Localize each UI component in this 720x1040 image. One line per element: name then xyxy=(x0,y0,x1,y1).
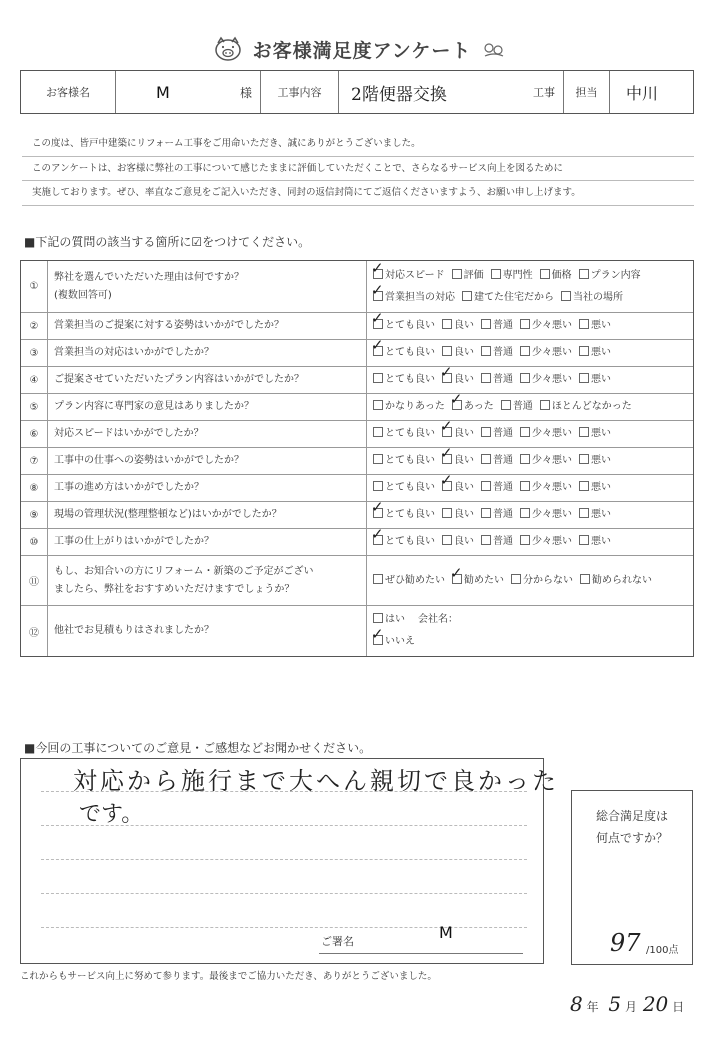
signature-label: ご署名 xyxy=(321,935,354,948)
options-line xyxy=(373,444,693,472)
question-text: 営業担当のご提案に対する姿勢はいかがでしたか？ xyxy=(54,320,284,331)
checkbox-icon[interactable] xyxy=(501,400,511,410)
checkbox-option[interactable] xyxy=(501,396,533,418)
checkbox-icon[interactable] xyxy=(462,291,472,301)
date-day-label: 日 xyxy=(672,1000,685,1014)
checkbox-icon[interactable] xyxy=(579,481,589,491)
checkbox-option[interactable] xyxy=(442,315,474,337)
option-label: 少々悪い xyxy=(532,428,572,439)
checkbox-option[interactable] xyxy=(371,258,445,287)
option-label: 普通 xyxy=(493,455,513,466)
checkbox-icon[interactable] xyxy=(579,269,589,279)
footer-text: これからもサービス向上に努めて参ります。最後までご協力いただき、ありがとうございました。 xyxy=(20,971,437,982)
checkbox-icon[interactable] xyxy=(579,508,589,518)
question-text: プラン内容に専門家の意見はありましたか？ xyxy=(54,401,254,412)
checkbox-option[interactable] xyxy=(520,477,572,499)
question-number: ⑦ xyxy=(21,448,48,474)
options-line xyxy=(373,563,693,592)
checkbox-option[interactable] xyxy=(442,504,474,526)
intro-text xyxy=(22,132,694,206)
option-label: 少々悪い xyxy=(532,536,572,547)
date-month: 5 xyxy=(608,992,622,1016)
question-text-cell xyxy=(48,606,367,656)
checkbox-icon[interactable] xyxy=(481,346,491,356)
checkbox-icon[interactable] xyxy=(520,481,530,491)
options-line xyxy=(373,390,693,418)
checkbox-icon[interactable] xyxy=(579,346,589,356)
question-row xyxy=(21,471,693,502)
check-mark-icon: ✓ xyxy=(449,390,463,408)
option-label: 良い xyxy=(454,455,474,466)
checkbox-option[interactable] xyxy=(579,450,611,472)
option-label: あった xyxy=(463,401,494,412)
checkbox-icon[interactable] xyxy=(481,508,491,518)
option-label: 悪い xyxy=(591,482,611,493)
intro-line: 実施しております。ぜひ、率直なご意見をご記入いただき、同封の返信封筒にてご返信くださいますよう、お願い申し上げます。 xyxy=(22,181,694,206)
date-year-label: 年 xyxy=(586,1000,599,1014)
options-cell xyxy=(367,498,693,528)
question-number: ② xyxy=(21,313,48,339)
options-cell xyxy=(367,417,693,447)
checkbox-option[interactable] xyxy=(520,315,572,337)
checkbox-option[interactable] xyxy=(373,450,435,472)
score-suffix: /100点 xyxy=(646,945,679,956)
check-mark-icon: ✓ xyxy=(371,280,384,299)
question-row xyxy=(21,336,693,367)
option-label: プラン内容 xyxy=(590,269,641,281)
question-number: ④ xyxy=(21,367,48,393)
options-line xyxy=(373,363,693,391)
question-text-cell xyxy=(48,421,367,447)
checkbox-icon[interactable] xyxy=(491,269,501,279)
checkbox-icon[interactable] xyxy=(442,508,452,518)
checkbox-option[interactable] xyxy=(540,396,632,418)
checkbox-icon[interactable] xyxy=(520,373,530,383)
checkbox-icon[interactable] xyxy=(481,373,491,383)
option-label: 悪い xyxy=(591,374,611,385)
options-cell xyxy=(367,525,693,555)
options-cell xyxy=(367,363,693,393)
options-cell xyxy=(367,606,693,656)
checkbox-option[interactable] xyxy=(579,423,611,445)
options-cell xyxy=(367,444,693,474)
question-row xyxy=(21,417,693,448)
option-label: 勧めたい xyxy=(464,574,504,586)
signature-value: M xyxy=(439,923,453,942)
checkbox-icon[interactable] xyxy=(579,454,589,464)
customer-label: お客様名 xyxy=(21,71,116,113)
question-text: 工事中の仕事への姿勢はいかがでしたか？ xyxy=(54,455,244,466)
check-mark-icon: ✓ xyxy=(440,444,453,462)
option-label: とても良い xyxy=(385,482,435,493)
question-row xyxy=(21,390,693,421)
option-label: 対応スピード xyxy=(385,269,445,281)
options-line xyxy=(371,258,693,287)
date-day: 20 xyxy=(642,992,669,1016)
ruled-line xyxy=(41,927,527,928)
check-mark-icon: ✓ xyxy=(450,563,463,582)
title-row xyxy=(0,32,720,66)
question-row xyxy=(21,556,693,606)
check-mark-icon: ✓ xyxy=(371,498,384,516)
option-label: 専門性 xyxy=(502,269,533,281)
checkbox-icon[interactable] xyxy=(481,319,491,329)
checkbox-icon[interactable] xyxy=(452,269,462,279)
option-label: 悪い xyxy=(591,428,611,439)
comment-line-1: 対応から施行まで大へん親切で良かった xyxy=(73,767,559,795)
option-label: 悪い xyxy=(591,536,611,547)
checkbox-option[interactable] xyxy=(520,504,572,526)
checkbox-option[interactable] xyxy=(579,504,611,526)
staff-name-cell xyxy=(610,71,693,113)
check-mark-icon: ✓ xyxy=(440,417,453,435)
questions-heading: ■下記の質問の該当する箇所に☑をつけてください。 xyxy=(24,235,311,249)
checkbox-icon[interactable] xyxy=(442,346,452,356)
option-label: 評価 xyxy=(463,269,484,281)
checkbox-option[interactable] xyxy=(579,477,611,499)
checkbox-option[interactable] xyxy=(481,315,513,337)
option-label: 悪い xyxy=(591,455,611,466)
option-label: 良い xyxy=(454,482,474,493)
option-label: 悪い xyxy=(591,320,611,331)
option-label: 建てた住宅だから xyxy=(474,291,554,303)
checkbox-icon[interactable] xyxy=(579,373,589,383)
intro-line: このアンケートは、お客様に弊社の工事について感じたままに評価していただくことで、さらなるサービス向上を図るために xyxy=(22,157,694,182)
options-cell xyxy=(367,471,693,501)
score-label-1: 総合満足度は xyxy=(595,809,668,823)
option-label: いいえ xyxy=(385,636,415,647)
checkbox-option[interactable] xyxy=(373,369,435,391)
option-label: 悪い xyxy=(591,509,611,520)
ruled-line xyxy=(41,859,527,860)
question-number: ⑫ xyxy=(21,606,48,656)
checkbox-option[interactable] xyxy=(371,336,435,364)
checkbox-option[interactable] xyxy=(452,265,484,287)
checkbox-option[interactable] xyxy=(579,342,611,364)
options-line xyxy=(373,471,693,499)
option-label: はい xyxy=(385,614,405,625)
ruled-line xyxy=(41,893,527,894)
question-text: 工事の仕上がりはいかがでしたか？ xyxy=(54,536,214,547)
checkbox-option[interactable] xyxy=(520,342,572,364)
checkbox-option[interactable] xyxy=(373,423,435,445)
checkbox-icon[interactable] xyxy=(520,346,530,356)
option-label: 勧められない xyxy=(592,574,652,586)
check-mark-icon: ✓ xyxy=(371,258,384,277)
checkbox-icon[interactable] xyxy=(580,574,590,584)
staff-name: 中川 xyxy=(626,83,659,103)
question-row xyxy=(21,498,693,529)
question-text: (複数回答可) xyxy=(54,289,112,301)
question-text: ましたら、弊社をおすすめいただけますでしょうか？ xyxy=(54,583,295,595)
work-content: 2階便器交換 xyxy=(351,84,447,105)
option-label: とても良い xyxy=(385,509,435,520)
option-label: とても良い xyxy=(385,374,435,385)
checkbox-icon[interactable] xyxy=(481,454,491,464)
options-cell xyxy=(367,336,693,366)
option-label: 営業担当の対応 xyxy=(385,291,455,303)
question-text-cell xyxy=(48,556,367,605)
options-line xyxy=(373,609,693,631)
checkbox-option[interactable] xyxy=(579,531,611,553)
option-label: 少々悪い xyxy=(532,509,572,520)
options-line xyxy=(371,525,693,553)
option-label: とても良い xyxy=(385,536,435,547)
checkbox-icon[interactable] xyxy=(520,535,530,545)
question-text-cell xyxy=(48,448,367,474)
page-title: お客様満足度アンケート xyxy=(252,39,472,62)
option-label: 良い xyxy=(454,347,474,358)
option-label: 良い xyxy=(454,536,474,547)
question-text-cell xyxy=(48,475,367,501)
question-text: 工事の進め方はいかがでしたか？ xyxy=(54,482,204,493)
options-line xyxy=(373,417,693,445)
checkbox-icon[interactable] xyxy=(373,400,383,410)
check-mark-icon: ✓ xyxy=(371,525,384,543)
checkbox-icon[interactable] xyxy=(511,574,521,584)
checkbox-option[interactable] xyxy=(481,423,513,445)
signature-line xyxy=(319,953,523,954)
check-mark-icon: ✓ xyxy=(440,471,453,489)
checkbox-option[interactable] xyxy=(540,265,572,287)
checkbox-option[interactable] xyxy=(371,280,455,309)
options-cell xyxy=(367,390,693,420)
checkbox-icon[interactable] xyxy=(520,427,530,437)
date-year: 8 xyxy=(570,992,583,1016)
option-label: 普通 xyxy=(493,320,513,331)
checkbox-option[interactable] xyxy=(450,563,504,592)
question-number: ⑥ xyxy=(21,421,48,447)
checkbox-icon[interactable] xyxy=(579,319,589,329)
options-line xyxy=(371,280,693,309)
customer-name: M xyxy=(156,82,170,102)
option-label: 普通 xyxy=(493,374,513,385)
checkbox-option[interactable] xyxy=(481,477,513,499)
checkbox-option[interactable] xyxy=(520,423,572,445)
work-content-cell xyxy=(339,71,564,113)
checkbox-icon[interactable] xyxy=(481,481,491,491)
question-text-cell xyxy=(48,367,367,393)
checkbox-option[interactable] xyxy=(442,531,474,553)
checkbox-option[interactable] xyxy=(520,531,572,553)
checkbox-option[interactable] xyxy=(520,450,572,472)
checkbox-icon[interactable] xyxy=(579,535,589,545)
options-line xyxy=(371,309,693,337)
checkbox-option[interactable] xyxy=(449,390,494,418)
question-row xyxy=(21,258,693,313)
score-label-2: 何点ですか？ xyxy=(595,831,668,845)
checkbox-option[interactable] xyxy=(491,265,533,287)
checkbox-option[interactable] xyxy=(373,396,445,418)
checkbox-icon[interactable] xyxy=(442,319,452,329)
question-text-cell xyxy=(48,313,367,339)
options-line xyxy=(371,625,693,653)
question-number: ⑨ xyxy=(21,502,48,528)
option-label: 当社の場所 xyxy=(573,291,623,303)
checkbox-icon[interactable] xyxy=(481,427,491,437)
question-row xyxy=(21,525,693,556)
checkbox-icon[interactable] xyxy=(540,400,550,410)
checkbox-option[interactable] xyxy=(511,570,573,592)
questions-table xyxy=(20,260,694,657)
options-cell xyxy=(367,258,693,312)
option-label: とても良い xyxy=(385,455,435,466)
option-label: 普通 xyxy=(512,401,533,412)
check-mark-icon: ✓ xyxy=(371,336,384,354)
check-mark-icon: ✓ xyxy=(371,625,384,643)
option-label: 少々悪い xyxy=(532,455,572,466)
checkbox-icon[interactable] xyxy=(520,454,530,464)
option-label: 良い xyxy=(454,374,474,385)
options-cell xyxy=(367,309,693,339)
question-number: ⑤ xyxy=(21,394,48,420)
question-text: 営業担当の対応はいかがでしたか？ xyxy=(54,347,214,358)
question-number: ⑩ xyxy=(21,529,48,555)
check-mark-icon: ✓ xyxy=(440,363,453,381)
option-label: 少々悪い xyxy=(532,347,572,358)
question-text-cell xyxy=(48,394,367,420)
checkbox-option[interactable] xyxy=(580,570,652,592)
option-label: 少々悪い xyxy=(532,320,572,331)
intro-line: この度は、皆戸中建築にリフォーム工事をご用命いただき、誠にありがとうございました。 xyxy=(22,132,694,157)
question-text-cell xyxy=(48,529,367,555)
option-label: とても良い xyxy=(385,320,435,331)
checkbox-option[interactable] xyxy=(579,265,641,287)
checkbox-option[interactable] xyxy=(481,504,513,526)
option-label: 普通 xyxy=(493,428,513,439)
question-row xyxy=(21,444,693,475)
options-line xyxy=(371,498,693,526)
option-label: とても良い xyxy=(385,347,435,358)
comment-line-2: です。 xyxy=(79,802,144,827)
checkbox-option[interactable] xyxy=(561,287,623,309)
checkbox-icon[interactable] xyxy=(442,535,452,545)
checkbox-option[interactable] xyxy=(579,315,611,337)
check-mark-icon: ✓ xyxy=(371,309,384,327)
checkbox-option[interactable] xyxy=(579,369,611,391)
option-label: 良い xyxy=(454,428,474,439)
checkbox-icon[interactable] xyxy=(373,454,383,464)
question-number: ① xyxy=(21,261,48,312)
comments-heading: ■今回の工事についてのご意見・ご感想などお聞かせください。 xyxy=(24,741,372,755)
question-text: 対応スピードはいかがでしたか？ xyxy=(54,428,204,439)
option-label: ぜひ勧めたい xyxy=(385,574,445,586)
option-label: 良い xyxy=(454,509,474,520)
question-text: ご提案させていただいたプラン内容はいかがでしたか？ xyxy=(54,374,304,385)
checkbox-option[interactable] xyxy=(462,287,554,309)
checkbox-icon[interactable] xyxy=(373,373,383,383)
checkbox-icon[interactable] xyxy=(520,508,530,518)
checkbox-option[interactable] xyxy=(481,342,513,364)
score-value: 97 xyxy=(610,929,641,957)
question-text-cell xyxy=(48,261,367,312)
option-label: とても良い xyxy=(385,428,435,439)
option-label: 悪い xyxy=(591,347,611,358)
checkbox-icon[interactable] xyxy=(373,613,383,623)
customer-name-cell xyxy=(116,71,261,113)
question-text: 現場の管理状況(整理整頓など)はいかがでしたか？ xyxy=(54,509,282,520)
checkbox-icon[interactable] xyxy=(481,535,491,545)
checkbox-option[interactable] xyxy=(481,450,513,472)
comments-box xyxy=(20,758,559,964)
option-label: 分からない xyxy=(523,574,573,586)
options-line xyxy=(371,336,693,364)
option-label: 普通 xyxy=(493,482,513,493)
date-month-label: 月 xyxy=(624,1000,637,1014)
option-label: 普通 xyxy=(493,509,513,520)
option-label: 価格 xyxy=(551,269,572,281)
pig-logo-icon xyxy=(213,36,243,62)
option-label: かなりあった xyxy=(385,401,445,412)
question-row xyxy=(21,309,693,340)
work-suffix: 工事 xyxy=(533,86,555,99)
checkbox-option[interactable] xyxy=(373,570,445,592)
checkbox-option xyxy=(418,609,458,631)
question-text-cell xyxy=(48,340,367,366)
question-row xyxy=(21,363,693,394)
question-text: 他社でお見積もりはされましたか？ xyxy=(54,625,214,636)
checkbox-icon[interactable] xyxy=(579,427,589,437)
question-text-cell xyxy=(48,502,367,528)
question-text: 弊社を選んでいただいた理由は何ですか？ xyxy=(54,271,244,283)
date xyxy=(570,992,684,1016)
customer-info-row xyxy=(20,70,694,114)
checkbox-icon[interactable] xyxy=(540,269,550,279)
options-cell xyxy=(367,556,693,605)
question-text: もし、お知合いの方にリフォーム・新築のご予定がござい xyxy=(54,565,314,577)
checkbox-icon[interactable] xyxy=(373,481,383,491)
staff-label: 担当 xyxy=(564,71,610,113)
checkbox-option[interactable] xyxy=(520,369,572,391)
checkbox-option[interactable] xyxy=(371,525,435,553)
question-row xyxy=(21,606,693,656)
honorific: 様 xyxy=(239,85,252,100)
score-box xyxy=(571,790,693,965)
option-label: 会社名： xyxy=(418,614,458,625)
checkbox-icon[interactable] xyxy=(373,574,383,584)
question-number: ⑪ xyxy=(21,556,48,605)
option-label: 良い xyxy=(454,320,474,331)
checkbox-icon[interactable] xyxy=(373,427,383,437)
checkbox-icon[interactable] xyxy=(561,291,571,301)
option-label: 少々悪い xyxy=(532,482,572,493)
checkbox-option[interactable] xyxy=(481,531,513,553)
option-label: 普通 xyxy=(493,347,513,358)
checkbox-icon[interactable] xyxy=(520,319,530,329)
checkbox-option[interactable] xyxy=(440,471,474,499)
question-number: ③ xyxy=(21,340,48,366)
checkbox-option[interactable] xyxy=(481,369,513,391)
option-label: 普通 xyxy=(493,536,513,547)
checkbox-option[interactable] xyxy=(371,625,415,653)
option-label: ほとんどなかった xyxy=(551,401,632,412)
decoration-icon xyxy=(481,39,507,59)
question-number: ⑧ xyxy=(21,475,48,501)
work-label: 工事内容 xyxy=(261,71,339,113)
option-label: 少々悪い xyxy=(532,374,572,385)
